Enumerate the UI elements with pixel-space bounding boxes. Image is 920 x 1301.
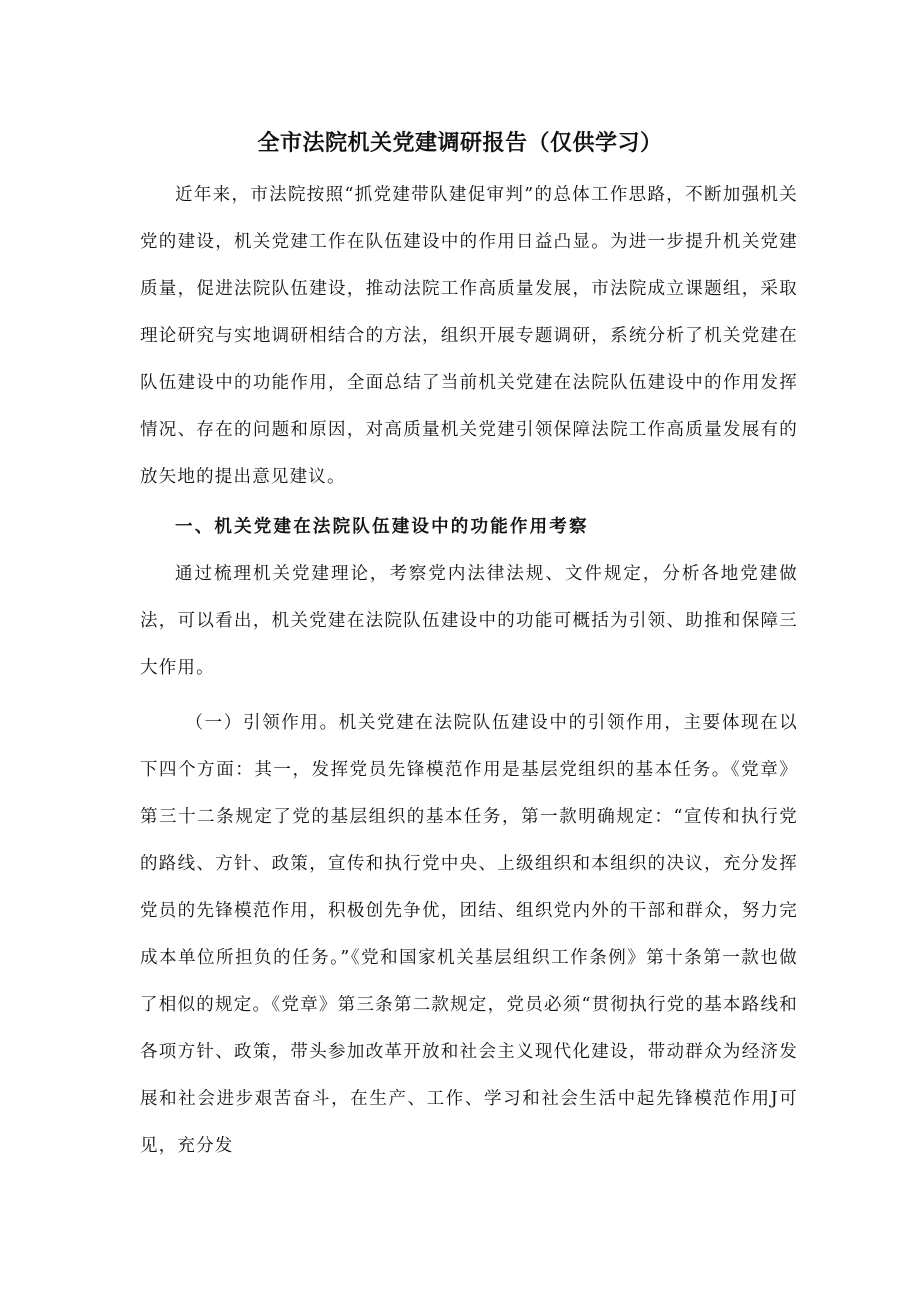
overview-paragraph: 通过梳理机关党建理论，考察党内法律法规、文件规定，分析各地党建做法，可以看出，机关党建在法院队伍建设中的功能可概括为引领、助推和保障三大作用。 [140, 564, 798, 678]
document-title: 全市法院机关党建调研报告（仅供学习） [257, 131, 663, 156]
section-heading: 一、机关党建在法院队伍建设中的功能作用考察 [175, 517, 589, 537]
document-body [140, 172, 798, 1170]
subsection-paragraph: （一）引领作用。机关党建在法院队伍建设中的引领作用，主要体现在以下四个方面：其一，发挥党员先锋模范作用是基层党组织的基本任务。《党章》第三十二条规定了党的基层组织的基本任务，第一款明确规定：“宣传和执行党的路线、方针、政策，宣传和执行党中央、上级组织和本组织的决议，充分发挥党员的先锋模范作用，积极创先争优，团结、组织党内外的干部和群众，努力完成本单位所担负的任务。”《党和国家机关基层组织工作条例》第十条第一款也做了相似的规定。《党章》第三条第二款规定，党员必须“贯彻执行党的基本路线和各项方针、政策，带头参加改革开放和社会主义现代化建设，带动群众为经济发展和社会进步艰苦奋斗，在生产、工作、学习和社会生活中起先锋模范作用J可见，充分发 [140, 713, 798, 1156]
intro-paragraph: 近年来，市法院按照“抓党建带队建促审判”的总体工作思路，不断加强机关党的建设，机关党建工作在队伍建设中的作用日益凸显。为进一步提升机关党建质量，促进法院队伍建设，推动法院工作高质量发展，市法院成立课题组，采取理论研究与实地调研相结合的方法，组织开展专题调研，系统分析了机关党建在队伍建设中的功能作用，全面总结了当前机关党建在法院队伍建设中的作用发挥情况、存在的问题和原因，对高质量机关党建引领保障法院工作高质量发展有的放矢地的提出意见建议。 [140, 185, 798, 487]
